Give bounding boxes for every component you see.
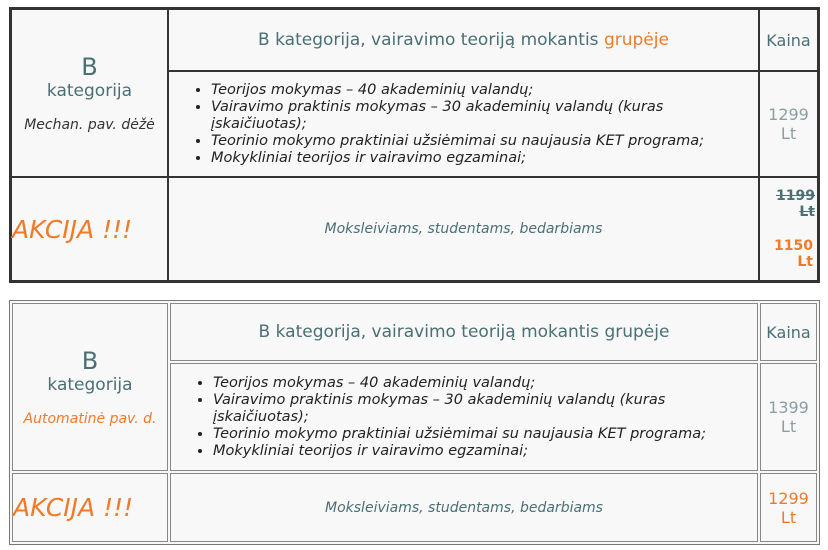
course-title	[168, 9, 759, 71]
promo-audience: Moksleiviams, studentams, bedarbiams	[170, 473, 758, 542]
category-cell	[11, 9, 168, 177]
course-title: B kategorija, vairavimo teoriją mokantis grupėje	[170, 303, 758, 361]
promo-old-price: 1199 Lt	[776, 188, 815, 220]
category-letter: B	[81, 347, 99, 375]
price-table-manual	[9, 7, 820, 283]
transmission-label: Mechan. pav. dėžė	[24, 117, 155, 133]
promo-new-price: 1150 Lt	[774, 238, 813, 270]
course-items-list	[169, 82, 758, 167]
price-header: Kaina	[759, 9, 818, 71]
list-item: • Mokykliniai teorijos ir vairavimo egzaminai;	[213, 443, 757, 460]
course-items-cell	[170, 363, 758, 471]
course-title-main: B kategorija, vairavimo teoriją mokantis	[258, 30, 604, 50]
list-item: • Teorinio mokymo praktiniai užsiėmimai su naujausia KET programa;	[213, 426, 757, 443]
promo-label: AKCIJA !!!	[11, 177, 168, 281]
category-letter: B	[81, 53, 98, 81]
category-cell	[12, 303, 168, 471]
list-item: • Teorijos mokymas – 40 akademinių valandų;	[213, 375, 757, 392]
list-item: • Vairavimo praktinis mokymas – 30 akademinių valandų (kuras įskaičiuotas);	[213, 392, 757, 426]
category-word: kategorija	[46, 81, 133, 101]
course-price: 1299 Lt	[759, 71, 818, 177]
price-table-automatic	[9, 300, 820, 545]
promo-price: 1299 Lt	[760, 473, 817, 542]
list-item: • Teorijos mokymas – 40 akademinių valandų;	[211, 82, 758, 99]
price-header: Kaina	[760, 303, 817, 361]
promo-price-cell	[759, 177, 818, 281]
course-items-list	[171, 375, 757, 460]
course-items-cell	[168, 71, 759, 177]
list-item: • Vairavimo praktinis mokymas – 30 akademinių valandų (kuras įskaičiuotas);	[211, 99, 758, 133]
promo-label: AKCIJA !!!	[12, 473, 168, 542]
course-price: 1399 Lt	[760, 363, 817, 471]
category-word: kategorija	[47, 375, 133, 395]
list-item: • Mokykliniai teorijos ir vairavimo egzaminai;	[211, 150, 758, 167]
course-title-highlight: grupėje	[603, 30, 669, 50]
transmission-label: Automatinė pav. d.	[23, 411, 157, 427]
promo-audience: Moksleiviams, studentams, bedarbiams	[168, 177, 759, 281]
list-item: • Teorinio mokymo praktiniai užsiėmimai su naujausia KET programa;	[211, 133, 758, 150]
